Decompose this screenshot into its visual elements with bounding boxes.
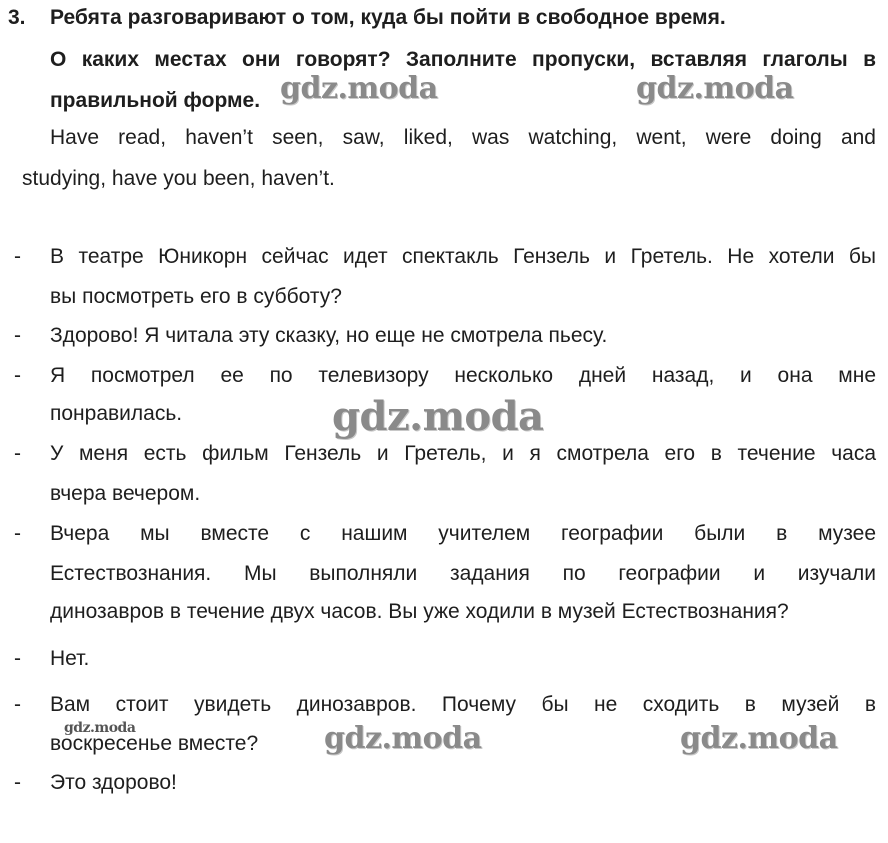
dialogue-2-line-1: Здорово! Я читала эту сказку, но еще не смотрела пьесу. xyxy=(50,324,608,347)
task-title-line-1: Ребята разговаривают о том, куда бы пойти в свободное время. xyxy=(50,6,726,29)
watermark-center: gdz.moda xyxy=(332,393,544,440)
dialogue-dash-8: - xyxy=(14,771,21,794)
dialogue-4-line-1: У меня есть фильм Гензель и Гретель, и я смотрела его в течение часа xyxy=(50,442,876,465)
dialogue-5-line-3: динозавров в течение двух часов. Вы уже ходили в музей Естествознания? xyxy=(50,600,789,623)
dialogue-dash-5: - xyxy=(14,522,21,545)
watermark-top-right: gdz.moda xyxy=(636,71,794,106)
dialogue-dash-6: - xyxy=(14,647,21,670)
watermark-small: gdz.moda xyxy=(64,720,136,736)
dialogue-dash-2: - xyxy=(14,324,21,347)
dialogue-7-line-2: воскресенье вместе? xyxy=(50,732,259,755)
word-bank-line-2: studying, have you been, haven’t. xyxy=(22,167,335,190)
dialogue-dash-3: - xyxy=(14,364,21,387)
watermark-bottom-mid: gdz.moda xyxy=(324,721,482,756)
task-number: 3. xyxy=(8,6,26,29)
dialogue-dash-7: - xyxy=(14,693,21,716)
dialogue-8-line-1: Это здорово! xyxy=(50,771,177,794)
dialogue-3-line-1: Я посмотрел ее по телевизору несколько дней назад, и она мне xyxy=(50,364,876,387)
dialogue-5-line-2: Естествознания. Мы выполняли задания по географии и изучали xyxy=(50,562,876,585)
dialogue-dash-1: - xyxy=(14,245,21,268)
dialogue-1-line-1: В театре Юникорн сейчас идет спектакль Гензель и Гретель. Не хотели бы xyxy=(50,245,876,268)
dialogue-7-line-1: Вам стоит увидеть динозавров. Почему бы не сходить в музей в xyxy=(50,693,876,716)
dialogue-3-line-2: понравилась. xyxy=(50,402,183,425)
watermark-top-left: gdz.moda xyxy=(280,71,438,106)
dialogue-6-line-1: Нет. xyxy=(50,647,90,670)
dialogue-4-line-2: вчера вечером. xyxy=(50,482,201,505)
dialogue-1-line-2: вы посмотреть его в субботу? xyxy=(50,285,342,308)
dialogue-5-line-1: Вчера мы вместе с нашим учителем географии были в музее xyxy=(50,522,876,545)
dialogue-dash-4: - xyxy=(14,442,21,465)
task-title-line-2: О каких местах они говорят? Заполните пропуски, вставляя глаголы в xyxy=(50,48,876,71)
task-title-line-3: правильной форме. xyxy=(50,89,261,112)
watermark-bottom-right: gdz.moda xyxy=(680,721,838,756)
word-bank-line-1: Have read, haven’t seen, saw, liked, was watching, went, were doing and xyxy=(50,126,876,149)
